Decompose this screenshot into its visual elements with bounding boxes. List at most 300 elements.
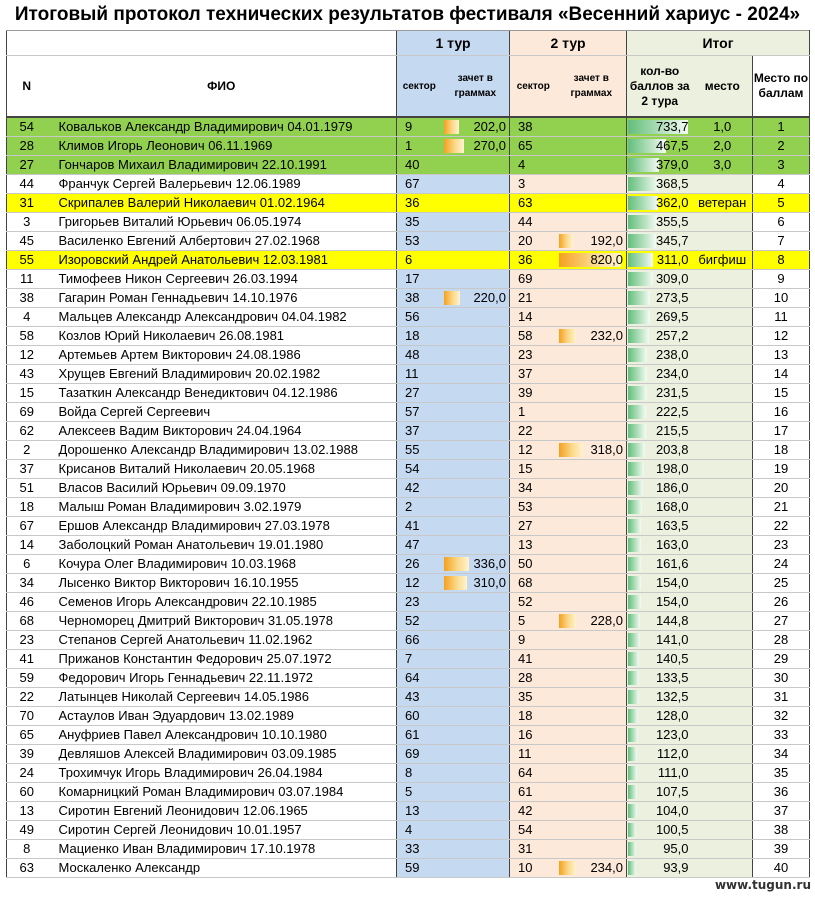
tour1-weight	[442, 251, 510, 270]
rank-by-points: 2	[753, 137, 810, 156]
table-row	[7, 213, 810, 232]
tour2-weight	[557, 555, 627, 574]
participant-number: 6	[7, 555, 47, 574]
place-award	[693, 536, 753, 555]
total-points	[627, 194, 693, 213]
tour2-sector: 52	[510, 593, 557, 612]
table-row	[7, 251, 810, 270]
rank-by-points: 29	[753, 650, 810, 669]
participant-number: 18	[7, 498, 47, 517]
points-value: 107,5	[655, 784, 689, 799]
total-points	[627, 517, 693, 536]
participant-name: Лысенко Виктор Викторович 16.10.1955	[47, 574, 397, 593]
rank-by-points: 33	[753, 726, 810, 745]
tour2-sector: 41	[510, 650, 557, 669]
participant-number: 14	[7, 536, 47, 555]
participant-number: 31	[7, 194, 47, 213]
weight-bar	[444, 120, 459, 134]
weight-bar	[444, 291, 461, 305]
participant-number: 44	[7, 175, 47, 194]
rank-by-points: 26	[753, 593, 810, 612]
tour1-sector: 17	[397, 270, 442, 289]
tour1-sector: 26	[397, 555, 442, 574]
place-award	[693, 745, 753, 764]
tour2-weight	[557, 498, 627, 517]
tour1-weight	[442, 327, 510, 346]
tour1-weight	[442, 384, 510, 403]
table-row	[7, 612, 810, 631]
weight-value: 220,0	[473, 290, 506, 305]
place-award	[693, 517, 753, 536]
total-points	[627, 137, 693, 156]
points-value: 100,5	[655, 822, 689, 837]
tour1-sector: 52	[397, 612, 442, 631]
place-award: 1,0	[693, 117, 753, 137]
tour2-sector: 35	[510, 688, 557, 707]
rank-by-points: 10	[753, 289, 810, 308]
participant-name: Черноморец Дмитрий Викторович 31.05.1978	[47, 612, 397, 631]
place-award	[693, 460, 753, 479]
col-sector1-header: сектор	[397, 56, 442, 118]
participant-name: Прижанов Константин Федорович 25.07.1972	[47, 650, 397, 669]
points-bar	[628, 386, 647, 400]
rank-by-points: 31	[753, 688, 810, 707]
tour2-weight	[557, 232, 627, 251]
place-award	[693, 764, 753, 783]
total-points	[627, 555, 693, 574]
points-bar	[628, 215, 657, 229]
total-header: Итог	[627, 31, 810, 56]
rank-by-points: 7	[753, 232, 810, 251]
participant-number: 70	[7, 707, 47, 726]
tour2-sector: 39	[510, 384, 557, 403]
weight-value: 234,0	[590, 860, 623, 875]
tour2-sector: 12	[510, 441, 557, 460]
place-award	[693, 384, 753, 403]
tour2-sector: 61	[510, 783, 557, 802]
tour1-sector: 2	[397, 498, 442, 517]
points-value: 238,0	[655, 347, 689, 362]
participant-number: 46	[7, 593, 47, 612]
points-bar	[628, 481, 643, 495]
place-award	[693, 289, 753, 308]
rank-by-points: 11	[753, 308, 810, 327]
points-value: 733,7	[655, 119, 689, 134]
rank-by-points: 22	[753, 517, 810, 536]
participant-name: Заболоцкий Роман Анатольевич 19.01.1980	[47, 536, 397, 555]
tour1-sector: 54	[397, 460, 442, 479]
tour1-sector: 48	[397, 346, 442, 365]
page-title: Итоговый протокол технических результатов фестиваля «Весенний хариус - 2024»	[14, 4, 801, 25]
tour1-sector: 55	[397, 441, 442, 460]
participant-name: Алексеев Вадим Викторович 24.04.1964	[47, 422, 397, 441]
tour1-sector: 27	[397, 384, 442, 403]
tour1-weight	[442, 517, 510, 536]
weight-value: 228,0	[590, 613, 623, 628]
points-bar	[628, 177, 658, 191]
tour2-weight	[557, 156, 627, 175]
points-value: 123,0	[655, 727, 689, 742]
place-award	[693, 783, 753, 802]
tour1-sector: 66	[397, 631, 442, 650]
tour2-sector: 15	[510, 460, 557, 479]
tour2-sector: 65	[510, 137, 557, 156]
rank-by-points: 18	[753, 441, 810, 460]
participant-name: Власов Василий Юрьевич 09.09.1970	[47, 479, 397, 498]
table-row	[7, 517, 810, 536]
participant-name: Григорьев Виталий Юрьевич 06.05.1974	[47, 213, 397, 232]
tour1-sector: 4	[397, 821, 442, 840]
place-award	[693, 612, 753, 631]
points-value: 273,5	[655, 290, 689, 305]
place-award	[693, 688, 753, 707]
rank-by-points: 30	[753, 669, 810, 688]
participant-number: 11	[7, 270, 47, 289]
tour2-sector: 54	[510, 821, 557, 840]
tour1-sector: 64	[397, 669, 442, 688]
tour2-weight	[557, 137, 627, 156]
total-points	[627, 669, 693, 688]
place-award	[693, 327, 753, 346]
points-value: 467,5	[655, 138, 689, 153]
weight-value: 336,0	[473, 556, 506, 571]
table-row	[7, 175, 810, 194]
tour2-sector: 27	[510, 517, 557, 536]
tour1-weight	[442, 821, 510, 840]
participant-name: Мациенко Иван Владимирович 17.10.1978	[47, 840, 397, 859]
tour2-weight	[557, 384, 627, 403]
points-bar	[628, 766, 637, 780]
rank-by-points: 34	[753, 745, 810, 764]
place-award: 3,0	[693, 156, 753, 175]
total-points	[627, 764, 693, 783]
participant-number: 37	[7, 460, 47, 479]
tour1-sector: 36	[397, 194, 442, 213]
col-weight2-header: зачет в граммах	[557, 56, 627, 118]
table-row	[7, 422, 810, 441]
tour1-weight	[442, 117, 510, 137]
table-row	[7, 270, 810, 289]
points-bar	[628, 158, 659, 172]
tour2-sector: 28	[510, 669, 557, 688]
rank-by-points: 9	[753, 270, 810, 289]
tour1-sector: 12	[397, 574, 442, 593]
points-bar	[628, 253, 653, 267]
participant-number: 34	[7, 574, 47, 593]
total-points	[627, 802, 693, 821]
weight-bar	[559, 329, 577, 343]
points-value: 368,5	[655, 176, 689, 191]
participant-name: Скрипалев Валерий Николаевич 01.02.1964	[47, 194, 397, 213]
rank-by-points: 38	[753, 821, 810, 840]
total-points	[627, 289, 693, 308]
place-award	[693, 574, 753, 593]
tour1-weight	[442, 175, 510, 194]
place-award	[693, 270, 753, 289]
tour1-weight	[442, 289, 510, 308]
rank-by-points: 8	[753, 251, 810, 270]
table-row	[7, 479, 810, 498]
total-points	[627, 688, 693, 707]
points-value: 198,0	[655, 461, 689, 476]
points-value: 168,0	[655, 499, 689, 514]
tour1-sector: 9	[397, 117, 442, 137]
tour1-sector: 7	[397, 650, 442, 669]
participant-name: Тазаткин Александр Венедиктович 04.12.1986	[47, 384, 397, 403]
rank-by-points: 28	[753, 631, 810, 650]
rank-by-points: 32	[753, 707, 810, 726]
weight-bar	[559, 614, 576, 628]
rank-by-points: 4	[753, 175, 810, 194]
table-row	[7, 498, 810, 517]
points-value: 132,5	[655, 689, 689, 704]
tour2-sector: 18	[510, 707, 557, 726]
participant-number: 63	[7, 859, 47, 878]
total-points	[627, 726, 693, 745]
tour2-weight	[557, 764, 627, 783]
points-value: 231,5	[655, 385, 689, 400]
tour1-sector: 11	[397, 365, 442, 384]
tour2-weight	[557, 574, 627, 593]
tour2-weight	[557, 859, 627, 878]
rank-by-points: 35	[753, 764, 810, 783]
col-rank-header: Место по баллам	[753, 56, 810, 118]
tour1-sector: 57	[397, 403, 442, 422]
total-points	[627, 479, 693, 498]
points-bar	[628, 538, 641, 552]
col-weight1-header: зачет в граммах	[442, 56, 510, 118]
tour2-weight	[557, 707, 627, 726]
participant-name: Тимофеев Никон Сергеевич 26.03.1994	[47, 270, 397, 289]
total-points	[627, 460, 693, 479]
points-bar	[628, 690, 639, 704]
total-points	[627, 821, 693, 840]
points-value: 379,0	[655, 157, 689, 172]
tour1-sector: 43	[397, 688, 442, 707]
tour2-weight	[557, 251, 627, 270]
points-bar	[628, 310, 650, 324]
tour2-sector: 21	[510, 289, 557, 308]
tour1-weight	[442, 365, 510, 384]
place-award	[693, 821, 753, 840]
points-value: 161,6	[655, 556, 689, 571]
participant-number: 3	[7, 213, 47, 232]
table-row	[7, 650, 810, 669]
tour1-weight	[442, 422, 510, 441]
participant-number: 15	[7, 384, 47, 403]
tour1-sector: 41	[397, 517, 442, 536]
participant-number: 51	[7, 479, 47, 498]
table-row	[7, 821, 810, 840]
table-row	[7, 783, 810, 802]
rank-by-points: 27	[753, 612, 810, 631]
tour1-sector: 6	[397, 251, 442, 270]
total-points	[627, 232, 693, 251]
tour2-sector: 53	[510, 498, 557, 517]
points-bar	[628, 500, 642, 514]
tour1-weight	[442, 498, 510, 517]
tour2-weight	[557, 840, 627, 859]
points-bar	[628, 709, 638, 723]
table-row	[7, 726, 810, 745]
table-row	[7, 764, 810, 783]
participant-name: Изоровский Андрей Анатольевич 12.03.1981	[47, 251, 397, 270]
tour2-weight	[557, 745, 627, 764]
total-points	[627, 707, 693, 726]
points-value: 345,7	[655, 233, 689, 248]
tour2-weight	[557, 270, 627, 289]
tour2-sector: 4	[510, 156, 557, 175]
place-award	[693, 422, 753, 441]
tour1-weight	[442, 859, 510, 878]
points-value: 163,0	[655, 537, 689, 552]
total-points	[627, 593, 693, 612]
tour1-weight	[442, 650, 510, 669]
tour2-sector: 64	[510, 764, 557, 783]
table-row	[7, 631, 810, 650]
rank-by-points: 15	[753, 384, 810, 403]
total-points	[627, 631, 693, 650]
participant-number: 2	[7, 441, 47, 460]
column-header-row	[7, 56, 810, 118]
participant-number: 68	[7, 612, 47, 631]
tour2-weight	[557, 631, 627, 650]
participant-number: 27	[7, 156, 47, 175]
points-value: 144,8	[655, 613, 689, 628]
points-value: 133,5	[655, 670, 689, 685]
tour1-sector: 38	[397, 289, 442, 308]
table-row	[7, 308, 810, 327]
tour2-sector: 37	[510, 365, 557, 384]
weight-bar	[559, 443, 583, 457]
place-award	[693, 175, 753, 194]
tour2-weight	[557, 821, 627, 840]
weight-value: 318,0	[590, 442, 623, 457]
tour2-weight	[557, 783, 627, 802]
weight-value: 232,0	[590, 328, 623, 343]
points-bar	[628, 462, 644, 476]
points-value: 93,9	[663, 860, 689, 875]
points-value: 140,5	[655, 651, 689, 666]
table-row	[7, 802, 810, 821]
total-points	[627, 346, 693, 365]
points-value: 128,0	[655, 708, 689, 723]
table-row	[7, 688, 810, 707]
tour2-sector: 16	[510, 726, 557, 745]
tour1-weight	[442, 460, 510, 479]
participant-number: 38	[7, 289, 47, 308]
tour2-sector: 11	[510, 745, 557, 764]
weight-bar	[559, 234, 574, 248]
weight-bar	[444, 557, 469, 571]
points-value: 269,5	[655, 309, 689, 324]
points-bar	[628, 652, 639, 666]
rank-by-points: 13	[753, 346, 810, 365]
total-points	[627, 783, 693, 802]
points-value: 257,2	[655, 328, 689, 343]
table-row	[7, 555, 810, 574]
place-award	[693, 859, 753, 878]
rank-by-points: 12	[753, 327, 810, 346]
total-points	[627, 498, 693, 517]
tour1-weight	[442, 346, 510, 365]
col-n-header: N	[7, 56, 47, 118]
participant-number: 49	[7, 821, 47, 840]
participant-name: Семенов Игорь Александрович 22.10.1985	[47, 593, 397, 612]
place-award	[693, 593, 753, 612]
place-award: ветеран	[693, 194, 753, 213]
tour1-sector: 60	[397, 707, 442, 726]
table-row	[7, 593, 810, 612]
tour1-sector: 18	[397, 327, 442, 346]
total-points	[627, 840, 693, 859]
tour1-sector: 67	[397, 175, 442, 194]
rank-by-points: 3	[753, 156, 810, 175]
tour2-weight	[557, 650, 627, 669]
weight-value: 202,0	[473, 119, 506, 134]
points-value: 111,0	[657, 765, 689, 780]
table-row	[7, 441, 810, 460]
participant-name: Трохимчук Игорь Владимирович 26.04.1984	[47, 764, 397, 783]
tour1-weight	[442, 669, 510, 688]
total-points	[627, 859, 693, 878]
total-points	[627, 270, 693, 289]
total-points	[627, 308, 693, 327]
tour1-weight	[442, 707, 510, 726]
place-award	[693, 213, 753, 232]
rank-by-points: 25	[753, 574, 810, 593]
participant-name: Василенко Евгений Албертович 27.02.1968	[47, 232, 397, 251]
rank-by-points: 16	[753, 403, 810, 422]
participant-name: Сиротин Евгений Леонидович 12.06.1965	[47, 802, 397, 821]
points-bar	[628, 595, 641, 609]
table-row	[7, 232, 810, 251]
place-award	[693, 346, 753, 365]
tour2-weight	[557, 308, 627, 327]
points-value: 203,8	[655, 442, 689, 457]
tour1-weight	[442, 194, 510, 213]
points-bar	[628, 367, 647, 381]
tour2-weight	[557, 726, 627, 745]
place-award: бигфиш	[693, 251, 753, 270]
points-bar	[628, 804, 637, 818]
participant-number: 24	[7, 764, 47, 783]
participant-number: 22	[7, 688, 47, 707]
place-award	[693, 365, 753, 384]
tour2-weight	[557, 669, 627, 688]
tour2-weight	[557, 802, 627, 821]
participant-name: Девляшов Алексей Владимирович 03.09.1985	[47, 745, 397, 764]
participant-name: Мальцев Александр Александрович 04.04.1982	[47, 308, 397, 327]
points-value: 222,5	[655, 404, 689, 419]
participant-number: 43	[7, 365, 47, 384]
tour2-sector: 63	[510, 194, 557, 213]
participant-number: 58	[7, 327, 47, 346]
tour1-sector: 61	[397, 726, 442, 745]
tour2-sector: 5	[510, 612, 557, 631]
participant-number: 8	[7, 840, 47, 859]
table-row	[7, 384, 810, 403]
tour1-weight	[442, 612, 510, 631]
tour1-weight	[442, 840, 510, 859]
participant-name: Ануфриев Павел Александрович 10.10.1980	[47, 726, 397, 745]
tour1-weight	[442, 213, 510, 232]
points-bar	[628, 576, 641, 590]
place-award	[693, 707, 753, 726]
tour1-sector: 8	[397, 764, 442, 783]
participant-name: Федорович Игорь Геннадьевич 22.11.1972	[47, 669, 397, 688]
participant-number: 39	[7, 745, 47, 764]
